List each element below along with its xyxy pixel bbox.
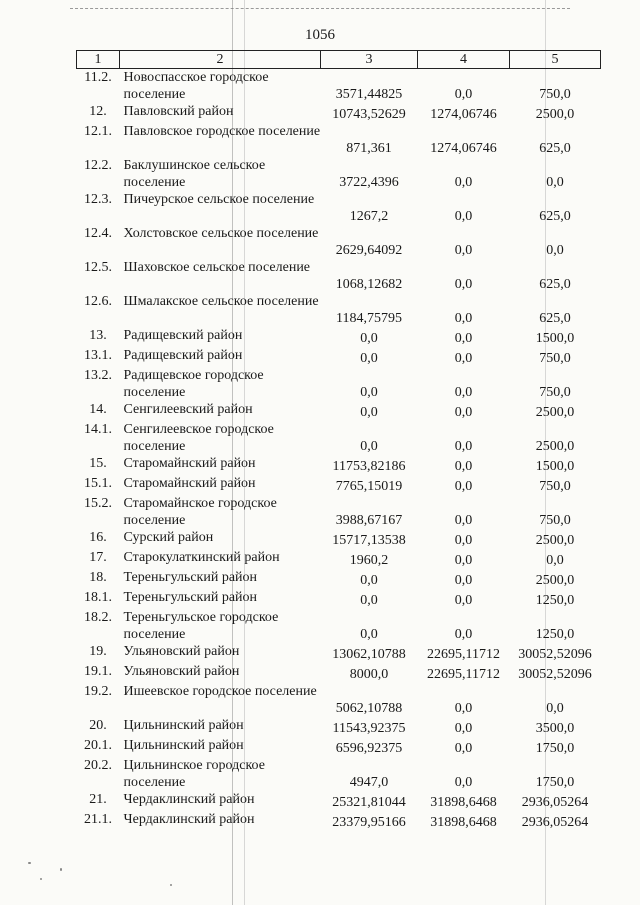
scan-top-mark <box>70 8 570 10</box>
table-row <box>77 455 601 475</box>
table-row <box>77 69 601 104</box>
row-number: 11.2. <box>84 70 112 85</box>
row-number: 18. <box>89 570 107 585</box>
value-col4: 0,0 <box>454 175 473 190</box>
value-col3: 5062,10788 <box>335 701 403 716</box>
table-row <box>77 259 601 293</box>
table-row <box>77 191 601 225</box>
row-number: 19.2. <box>84 684 112 699</box>
row-number: 12.5. <box>84 260 112 275</box>
value-col3: 1184,75795 <box>336 311 402 326</box>
column-header: 4 <box>418 51 510 69</box>
value-col3: 11543,92375 <box>332 721 406 736</box>
value-col4: 0,0 <box>454 351 473 366</box>
row-number: 12.1. <box>84 124 112 139</box>
value-col4: 0,0 <box>454 593 473 608</box>
value-col3: 0,0 <box>360 593 378 608</box>
value-col4: 0,0 <box>454 277 473 292</box>
table-row <box>77 811 601 831</box>
value-col4: 0,0 <box>454 243 473 258</box>
value-col5: 2500,0 <box>535 107 575 122</box>
table-row <box>77 123 601 157</box>
value-col5: 30052,52096 <box>518 667 592 682</box>
value-col5: 750,0 <box>539 87 571 102</box>
value-col3: 0,0 <box>360 573 378 588</box>
column-header: 1 <box>77 51 120 69</box>
value-col4: 0,0 <box>454 533 473 548</box>
value-col4: 31898,6468 <box>430 815 497 830</box>
table-row <box>77 401 601 421</box>
table-row <box>77 103 601 123</box>
table-row <box>77 791 601 811</box>
value-col4: 1274,06746 <box>430 141 497 156</box>
value-col4: 0,0 <box>454 701 473 716</box>
row-number: 15.1. <box>84 476 112 491</box>
row-number: 18.2. <box>84 610 112 625</box>
value-col4: 1274,06746 <box>430 107 497 122</box>
table-row <box>77 367 601 401</box>
value-col4: 0,0 <box>454 331 473 346</box>
row-number: 19. <box>89 644 107 659</box>
table-row <box>77 569 601 589</box>
row-number: 14.1. <box>84 422 112 437</box>
value-col4: 0,0 <box>454 775 473 790</box>
table-row <box>77 327 601 347</box>
value-col5: 0,0 <box>546 701 564 716</box>
table-row <box>77 717 601 737</box>
row-name: Цильнинское городское поселение <box>123 758 265 790</box>
table-row <box>77 495 601 529</box>
value-col5: 1500,0 <box>535 459 575 474</box>
scan-speck <box>170 884 172 886</box>
row-name: Старомайнский район <box>123 476 256 491</box>
value-col4: 0,0 <box>454 311 473 326</box>
value-col3: 6596,92375 <box>335 741 403 756</box>
row-number: 15. <box>89 456 107 471</box>
value-col5: 625,0 <box>539 311 571 326</box>
table-row <box>77 157 601 191</box>
table-row <box>77 421 601 455</box>
table-header <box>77 51 601 69</box>
value-col5: 2936,05264 <box>521 795 589 810</box>
value-col4: 0,0 <box>454 721 473 736</box>
value-col5: 2500,0 <box>535 439 575 454</box>
value-col5: 2936,05264 <box>521 815 589 830</box>
row-name: Тереньгульский район <box>123 570 258 585</box>
row-number: 17. <box>89 550 107 565</box>
value-col4: 0,0 <box>454 385 473 400</box>
table-row <box>77 609 601 643</box>
budget-table <box>76 50 601 831</box>
row-name: Цильнинский район <box>123 718 244 733</box>
row-number: 13.2. <box>84 368 112 383</box>
row-name: Баклушинское сельское поселение <box>123 158 266 190</box>
row-number: 14. <box>89 402 107 417</box>
value-col5: 750,0 <box>539 513 571 528</box>
value-col4: 0,0 <box>454 405 473 420</box>
value-col3: 10743,52629 <box>332 107 406 122</box>
value-col3: 13062,10788 <box>332 647 406 662</box>
value-col3: 4947,0 <box>349 775 389 790</box>
row-name: Радищевский район <box>123 328 243 343</box>
table-row <box>77 347 601 367</box>
row-name: Цильнинский район <box>123 738 244 753</box>
value-col3: 7765,15019 <box>335 479 403 494</box>
value-col3: 0,0 <box>360 385 378 400</box>
row-number: 21.1. <box>84 812 112 827</box>
row-name: Шмалакское сельское поселение <box>123 294 319 309</box>
value-col3: 25321,81044 <box>332 795 406 810</box>
column-header: 3 <box>321 51 418 69</box>
value-col5: 1250,0 <box>535 627 575 642</box>
value-col4: 0,0 <box>454 513 473 528</box>
row-name: Старомайнское городское поселение <box>123 496 277 528</box>
value-col3: 3722,4396 <box>339 175 399 190</box>
row-name: Старокулаткинский район <box>123 550 280 565</box>
column-header: 2 <box>120 51 321 69</box>
value-col3: 2629,64092 <box>335 243 403 258</box>
row-name: Ульяновский район <box>123 664 240 679</box>
row-number: 21. <box>89 792 107 807</box>
table-row <box>77 737 601 757</box>
value-col5: 2500,0 <box>535 533 575 548</box>
value-col5: 0,0 <box>546 243 564 258</box>
value-col5: 1750,0 <box>535 775 575 790</box>
value-col5: 0,0 <box>546 175 564 190</box>
row-name: Холстовское сельское поселение <box>123 226 319 241</box>
value-col4: 0,0 <box>454 87 473 102</box>
value-col3: 0,0 <box>360 351 378 366</box>
row-number: 12. <box>89 104 107 119</box>
scan-speck <box>28 862 31 864</box>
row-name: Тереньгульское городское поселение <box>123 610 279 642</box>
row-number: 15.2. <box>84 496 112 511</box>
row-number: 16. <box>89 530 107 545</box>
value-col4: 0,0 <box>454 741 473 756</box>
value-col3: 11753,82186 <box>332 459 406 474</box>
value-col3: 23379,95166 <box>332 815 406 830</box>
value-col4: 0,0 <box>454 209 473 224</box>
row-name: Шаховское сельское поселение <box>123 260 311 275</box>
value-col5: 2500,0 <box>535 405 575 420</box>
row-name: Новоспасское городское поселение <box>123 70 269 102</box>
value-col5: 750,0 <box>539 351 571 366</box>
row-number: 13.1. <box>84 348 112 363</box>
table-row <box>77 293 601 327</box>
value-col5: 0,0 <box>546 553 564 568</box>
value-col5: 625,0 <box>539 141 571 156</box>
value-col5: 30052,52096 <box>518 647 592 662</box>
value-col4: 0,0 <box>454 627 473 642</box>
value-col5: 750,0 <box>539 385 571 400</box>
value-col5: 750,0 <box>539 479 571 494</box>
table-row <box>77 643 601 663</box>
row-number: 13. <box>89 328 107 343</box>
value-col5: 1250,0 <box>535 593 575 608</box>
row-name: Радищевское городское поселение <box>123 368 264 400</box>
row-name: Ульяновский район <box>123 644 240 659</box>
value-col4: 0,0 <box>454 439 473 454</box>
row-name: Павловский район <box>123 104 234 119</box>
value-col3: 3571,44825 <box>335 87 403 102</box>
value-col4: 0,0 <box>454 459 473 474</box>
value-col4: 22695,11712 <box>427 647 500 662</box>
table-row <box>77 663 601 683</box>
value-col3: 3988,67167 <box>335 513 403 528</box>
value-col5: 625,0 <box>539 209 571 224</box>
value-col3: 0,0 <box>360 331 378 346</box>
table-row <box>77 549 601 569</box>
value-col3: 15717,13538 <box>332 533 406 548</box>
value-col4: 22695,11712 <box>427 667 500 682</box>
table-row <box>77 757 601 791</box>
row-name: Чердаклинский район <box>123 812 255 827</box>
row-number: 12.4. <box>84 226 112 241</box>
value-col3: 0,0 <box>360 439 378 454</box>
row-name: Чердаклинский район <box>123 792 255 807</box>
column-header: 5 <box>510 51 601 69</box>
row-name: Пичеурское сельское поселение <box>123 192 315 207</box>
table-row <box>77 529 601 549</box>
row-number: 19.1. <box>84 664 112 679</box>
table-row <box>77 589 601 609</box>
value-col3: 1267,2 <box>349 209 389 224</box>
row-number: 18.1. <box>84 590 112 605</box>
value-col4: 31898,6468 <box>430 795 497 810</box>
row-name: Старомайнский район <box>123 456 256 471</box>
value-col5: 1500,0 <box>535 331 575 346</box>
value-col3: 0,0 <box>360 627 378 642</box>
value-col5: 1750,0 <box>535 741 575 756</box>
value-col3: 1068,12682 <box>335 277 403 292</box>
row-number: 12.6. <box>84 294 112 309</box>
row-name: Радищевский район <box>123 348 243 363</box>
row-name: Сурский район <box>123 530 214 545</box>
row-number: 12.3. <box>84 192 112 207</box>
value-col5: 2500,0 <box>535 573 575 588</box>
value-col3: 1960,2 <box>349 553 389 568</box>
table-row <box>77 225 601 259</box>
value-col3: 0,0 <box>360 405 378 420</box>
value-col3: 871,361 <box>346 141 392 156</box>
value-col3: 8000,0 <box>349 667 389 682</box>
value-col4: 0,0 <box>454 479 473 494</box>
row-number: 12.2. <box>84 158 112 173</box>
row-name: Сенгилеевское городское поселение <box>123 422 274 454</box>
row-name: Тереньгульский район <box>123 590 258 605</box>
value-col5: 625,0 <box>539 277 571 292</box>
row-name: Ишеевское городское поселение <box>123 684 317 699</box>
row-number: 20. <box>89 718 107 733</box>
scan-speck <box>60 868 62 871</box>
value-col5: 3500,0 <box>535 721 575 736</box>
table-row <box>77 475 601 495</box>
table-row <box>77 683 601 717</box>
row-name: Павловское городское поселение <box>123 124 321 139</box>
row-number: 20.2. <box>84 758 112 773</box>
page-number: 1056 <box>305 27 335 43</box>
row-number: 20.1. <box>84 738 112 753</box>
table-body <box>77 69 601 832</box>
scan-speck <box>40 878 42 880</box>
value-col4: 0,0 <box>454 573 473 588</box>
value-col4: 0,0 <box>454 553 473 568</box>
row-name: Сенгилеевский район <box>123 402 253 417</box>
